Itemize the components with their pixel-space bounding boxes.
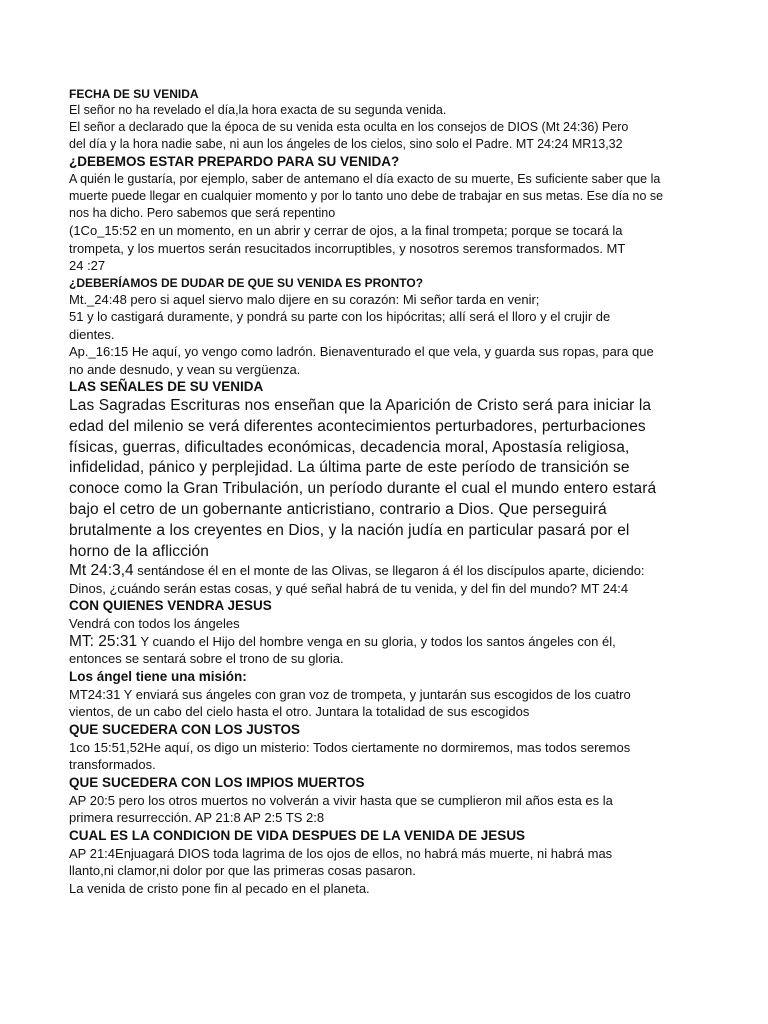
paragraph-1co1551: 1co 15:51,52He aquí, os digo un misterio: Todos ciertamente no dormiremos, mas todos seremos transformados. (69, 739, 631, 773)
heading-senales: LAS SEÑALES DE SU VENIDA (69, 379, 264, 394)
paragraph-ap214: AP 21:4Enjuagará DIOS toda lagrima de los ojos de ellos, no habrá más muerte, ni habrá mas llanto,ni clamor,ni dolor por que las primeras cosas pasaron. La venida de cristo pone fin al pecado en el planeta. (69, 845, 613, 896)
heading-fecha: FECHA DE SU VENIDA (69, 87, 199, 101)
paragraph-mt2531 (69, 633, 705, 668)
heading-justos: QUE SUCEDERA CON LOS JUSTOS (69, 721, 301, 737)
paragraph-mt2531-text: Y cuando el Hijo del hombre venga en su gloria, y todos los santos ángeles con él, entonces se sentará sobre el trono de su gloria. (69, 633, 616, 667)
paragraph-quien: A quién le gustaría, por ejemplo, saber de antemano el día exacto de su muerte, Es suficiente saber que la muerte puede llegar en cualquier momento y por lo tanto uno debe de trabajar en sus metas. Ese día no se nos ha dicho. Pero sabemos que será repentino (69, 172, 664, 220)
document-page (69, 86, 705, 897)
heading-condicion: CUAL ES LA CONDICION DE VIDA DESPUES DE LA VENIDA DE JESUS (69, 827, 526, 843)
paragraph-1co: (1Co_15:52 en un momento, en un abrir y cerrar de ojos, a la final trompeta; porque se tocará la trompeta, y los muertos serán resucitados incorruptibles, y nosotros seremos transformados. MT 24 :27 (69, 223, 626, 273)
paragraph-revelado: El señor no ha revelado el día,la hora exacta de su segunda venida. (69, 103, 447, 117)
reference-mt243: Mt 24:3,4 (69, 562, 134, 580)
heading-preparado: ¿DEBEMOS ESTAR PREPARDO PARA SU VENIDA? (69, 154, 400, 169)
heading-dudar: ¿DEBERÍAMOS DE DUDAR DE QUE SU VENIDA ES PRONTO? (69, 275, 424, 290)
paragraph-mt243 (69, 562, 705, 597)
reference-mt2531: MT: 25:31 (69, 632, 138, 650)
heading-mision: Los ángel tiene una misión: (69, 668, 247, 684)
paragraph-angeles: Vendrá con todos los ángeles (69, 616, 240, 632)
paragraph-mt2431: MT24:31 Y enviará sus ángeles con gran voz de trompeta, y juntarán sus escogidos de los cuatro vientos, de un cabo del cielo hasta el otro. Juntara la totalidad de sus escogidos (69, 686, 631, 720)
paragraph-mt243-text: sentándose él en el monte de las Olivas, se llegaron á él los discípulos aparte, diciendo: Dinos, ¿cuándo serán estas cosas, y qué señal habrá de tu venida, y del fin del mundo? MT 24:4 (69, 563, 645, 596)
paragraph-ap205: AP 20:5 pero los otros muertos no volverán a vivir hasta que se cumplieron mil años esta es la primera resurrección. AP 21:8 AP 2:5 TS 2:8 (69, 792, 613, 826)
heading-con-quienes: CON QUIENES VENDRA JESUS (69, 598, 272, 614)
paragraph-escrituras: Las Sagradas Escrituras nos enseñan que la Aparición de Cristo será para iniciar la edad del milenio se verá diferentes acontecimientos perturbadores, perturbaciones físicas, guerras, dificultades económicas, decadencia moral, Apostasía religiosa, infidelidad, pánico y perplejidad. La última parte de este período de transición se conoce como la Gran Tribulación, un período durante el cual el mundo entero estará bajo el cetro de un gobernante anticristiano, contrario a Dios. Que perseguirá brutalmente a los creyentes en Dios, y la nación judía en particular pasará por el horno de la aflicción (69, 397, 657, 560)
heading-impios: QUE SUCEDERA CON LOS IMPIOS MUERTOS (69, 774, 365, 790)
paragraph-declarado: El señor a declarado que la época de su venida esta oculta en los consejos de DIOS (Mt 24:36) Pero del día y la hora nadie sabe, ni aun los ángeles de los cielos, sino solo el Padre. MT 24:24 MR13,32 (69, 120, 629, 151)
paragraph-mt2448: Mt._24:48 pero si aquel siervo malo dijere en su corazón: Mi señor tarda en venir; 51 y lo castigará duramente, y pondrá su parte con los hipócritas; allí será el lloro y el crujir de dientes. Ap._16:15 He aquí, yo vengo como ladrón. Bienaventurado el que vela, y guarda sus ropas, para que no ande desnudo, y vean su vergüenza. (69, 291, 654, 377)
